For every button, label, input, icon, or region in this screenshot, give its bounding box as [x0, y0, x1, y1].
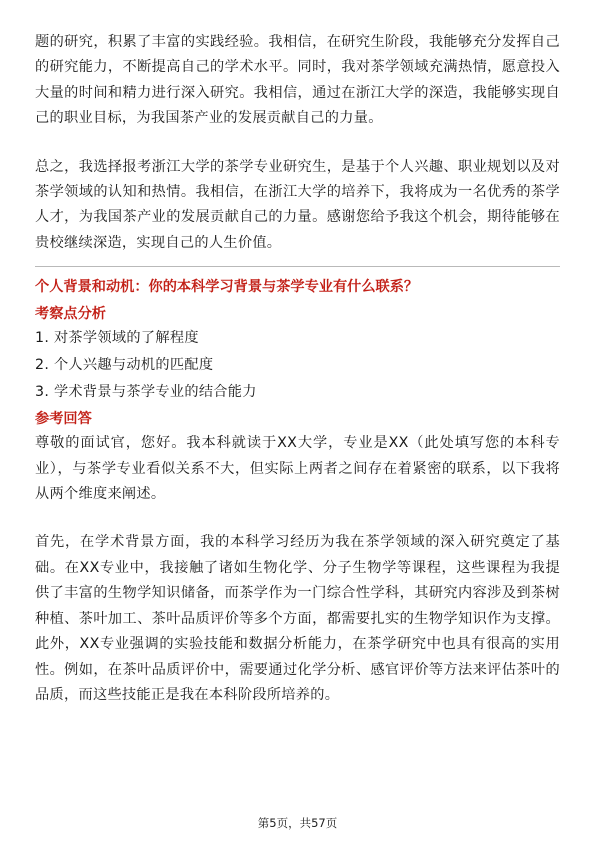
intro-paragraph: 题的研究，积累了丰富的实践经验。我相信，在研究生阶段，我能够充分发挥自己的研究能力，不断提高自己的学术水平。同时，我对茶学领域充满热情，愿意投入大量的时间和精力进行深入研究。我相信，通过在浙江大学的深造，我能够实现自己的职业目标，为我国茶产业的发展贡献自己的力量。: [35, 34, 560, 127]
answer-paragraph: 尊敬的面试官，您好。我本科就读于XX大学，专业是XX（此处填写您的本科专业），与茶学专业看似关系不大，但实际上两者之间存在着紧密的联系，以下我将从两个维度来阐述。: [35, 435, 560, 503]
paragraph-gap: [35, 507, 560, 530]
answer-paragraph: 首先，在学术背景方面，我的本科学习经历为我在茶学领域的深入研究奠定了基础。在XX专业中，我接触了诸如生物化学、分子生物学等课程，这些课程为我提供了丰富的生物学知识储备，而茶学作为一门综合性学科，其研究内容涉及到茶树种植、茶叶加工、茶叶品质评价等多个方面，都需要扎实的生物学知识作为支撑。此外，XX专业强调的实验技能和数据分析能力，在茶学研究中也具有很高的实用性。例如，在茶叶品质评价中，需要通过化学分析、感官评价等方法来评估茶叶的品质，而这些技能正是我在本科阶段所培养的。: [35, 534, 560, 703]
analysis-point: 2. 个人兴趣与动机的匹配度: [35, 357, 214, 374]
analysis-list: [35, 326, 560, 404]
analysis-point: 1. 对茶学领域的了解程度: [35, 330, 199, 347]
paragraph-gap: [35, 132, 560, 155]
question-heading: 个人背景和动机：你的本科学习背景与茶学专业有什么联系？: [35, 279, 419, 296]
section-divider: [35, 266, 560, 267]
answer-heading: 参考回答: [35, 411, 92, 428]
analysis-point: 3. 学术背景与茶学专业的结合能力: [35, 384, 257, 401]
page-content: [35, 30, 560, 708]
analysis-heading: 考察点分析: [35, 306, 106, 323]
page-number: 第5页，共57页: [257, 816, 338, 830]
intro-paragraph: 总之，我选择报考浙江大学的茶学专业研究生，是基于个人兴趣、职业规划以及对茶学领域的认知和热情。我相信，在浙江大学的培养下，我将成为一名优秀的茶学人才，为我国茶产业的发展贡献自己的力量。感谢您给予我这个机会，期待能够在贵校继续深造，实现自己的人生价值。: [35, 158, 560, 251]
